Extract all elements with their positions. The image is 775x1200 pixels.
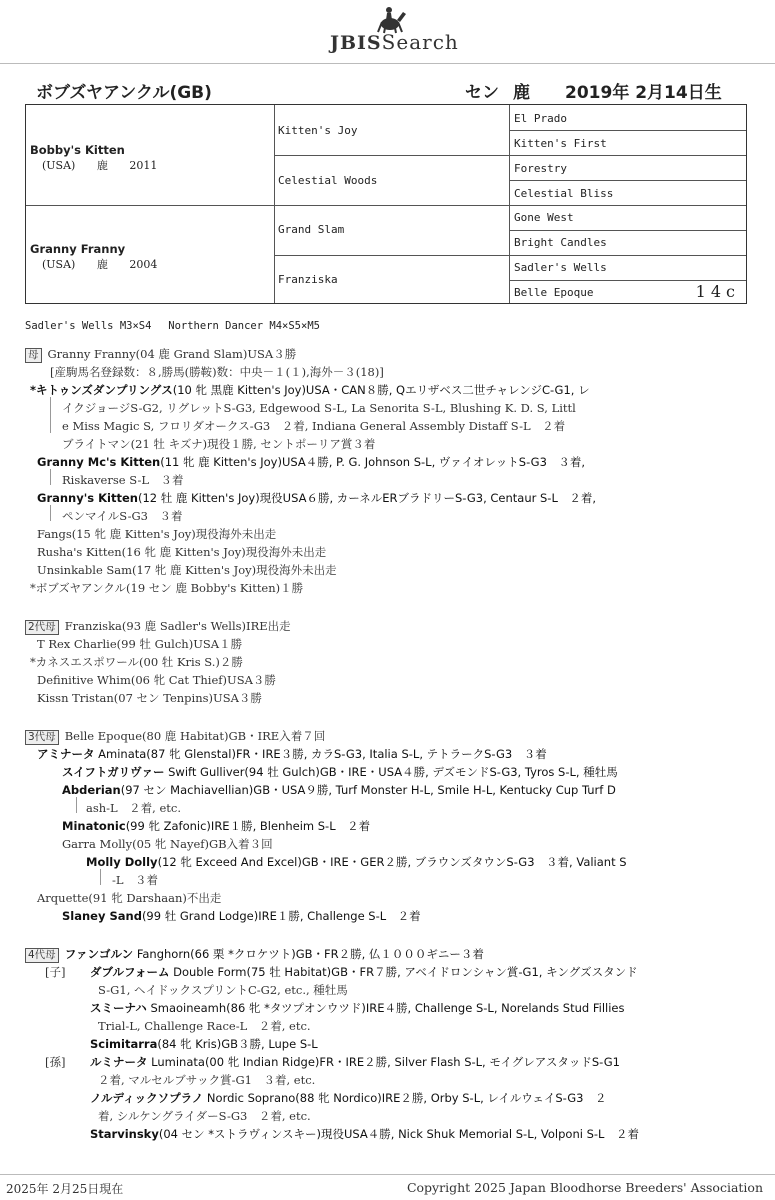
pedigree-gen2-cell[interactable]: Franziska bbox=[278, 273, 338, 286]
progeny-line-cont: e Miss Magic S, フロリダオークス-G3 ２着, Indiana General Assembly Distaff S-L ２着 bbox=[62, 419, 566, 433]
pedigree-gen2-cell[interactable]: Kitten's Joy bbox=[278, 124, 358, 137]
pedigree-row-divider bbox=[509, 230, 746, 231]
progeny-name[interactable]: ノルディックソプラノ bbox=[90, 1091, 204, 1105]
fourth-dam-tag: 4代母 bbox=[25, 948, 59, 963]
progeny-name[interactable]: Molly Dolly bbox=[86, 855, 158, 869]
horse-name: ボブズヤアンクル(GB) bbox=[36, 83, 212, 103]
pedigree-gen3-cell[interactable]: Forestry bbox=[514, 162, 567, 175]
progeny-name[interactable]: Granny Mc's Kitten bbox=[37, 455, 161, 469]
pedigree-table bbox=[25, 104, 747, 304]
logo-text: JBISSearch bbox=[330, 30, 459, 54]
progeny-line-cont: ２着, マルセルブサック賞-G1 ３着, etc. bbox=[98, 1073, 316, 1087]
progeny-line-cont: ペンマイルS-G3 ３着 bbox=[62, 509, 183, 523]
progeny-line: ダブルフォーム Double Form(75 牡 Habitat)GB・FR７勝, アベイドロンシャン賞-G1, キングズスタンド bbox=[90, 965, 638, 979]
footer-copyright: Copyright 2025 Japan Bloodhorse Breeders' Association bbox=[406, 1180, 763, 1195]
children-label: [子] bbox=[45, 965, 66, 979]
bracket bbox=[50, 397, 51, 433]
family-number: 14c bbox=[695, 282, 740, 301]
fourth-dam-name[interactable]: ファンゴルン bbox=[64, 947, 134, 961]
progeny-line-cont: S-G1, ヘイドックスプリントC-G2, etc., 種牡馬 bbox=[98, 983, 348, 997]
progeny-line: Arquette(91 牝 Darshaan)不出走 bbox=[37, 891, 222, 905]
progeny-line-cont: イクジョージS-G2, リグレットS-G3, Edgewood S-L, La Senorita S-L, Blushing K. D. S, Littl bbox=[62, 401, 576, 415]
dam-produce-stats: [産駒馬名登録数：８,勝馬(勝鞍)数：中央－１(１),海外－３(18)] bbox=[50, 365, 384, 379]
progeny-line: アミナータ Aminata(87 牝 Glenstal)FR・IRE３勝, カラS-G3, Italia S-L, テトラークS-G3 ３着 bbox=[37, 747, 547, 761]
bracket bbox=[76, 797, 77, 813]
progeny-line: *キトゥンズダンプリングス(10 牝 黒鹿 Kitten's Joy)USA・CAN８勝, Qエリザベス二世チャレンジC-G1, レ bbox=[30, 383, 590, 397]
header-divider bbox=[0, 63, 775, 64]
dam-tag: 母 bbox=[25, 348, 42, 363]
progeny-name[interactable]: ダブルフォーム bbox=[90, 965, 170, 979]
progeny-line: Fangs(15 牝 鹿 Kitten's Joy)現役海外未出走 bbox=[37, 527, 277, 541]
progeny-line: *カネスエスポワール(00 牡 Kris S.)２勝 bbox=[30, 655, 243, 669]
horse-birthdate: 2019年 2月14日生 bbox=[565, 83, 722, 103]
dam-cell[interactable] bbox=[30, 242, 157, 272]
progeny-line-cont: -L ３着 bbox=[112, 873, 159, 887]
progeny-line: Granny's Kitten(12 牡 鹿 Kitten's Joy)現役USA６勝, カーネルERブラドリーS-G3, Centaur S-L ２着, bbox=[37, 491, 597, 505]
third-dam-tag: 3代母 bbox=[25, 730, 59, 745]
horse-sex: セン bbox=[465, 83, 499, 103]
progeny-line: *ボブズヤアンクル(19 セン 鹿 Bobby's Kitten)１勝 bbox=[30, 581, 304, 595]
pedigree-gen2-cell[interactable]: Celestial Woods bbox=[278, 174, 378, 187]
jbis-search-logo[interactable] bbox=[0, 0, 775, 60]
progeny-line: Slaney Sand(99 牡 Grand Lodge)IRE１勝, Challenge S-L ２着 bbox=[62, 909, 421, 923]
progeny-name[interactable]: *キトゥンズダンプリングス bbox=[30, 383, 173, 397]
pedigree-col-divider bbox=[274, 105, 275, 303]
progeny-line: T Rex Charlie(99 牡 Gulch)USA１勝 bbox=[37, 637, 243, 651]
progeny-name[interactable]: Abderian bbox=[62, 783, 121, 797]
progeny-line-cont: 着, シルケングライダーS-G3 ２着, etc. bbox=[98, 1109, 311, 1123]
progeny-name[interactable]: スイフトガリヴァー bbox=[62, 765, 165, 779]
fourth-dam-line: 4代母 ファンゴルン Fanghorn(66 栗 *クロケツト)GB・FR２勝, 仏１０００ギニー３着 bbox=[25, 946, 484, 963]
progeny-name[interactable]: ルミナータ bbox=[90, 1055, 148, 1069]
footer-divider bbox=[0, 1174, 775, 1175]
progeny-line: スイフトガリヴァー Swift Gulliver(94 牡 Gulch)GB・IRE・USA４勝, デズモンドS-G3, Tyros S-L, 種牡馬 bbox=[62, 765, 618, 779]
progeny-name[interactable]: アミナータ bbox=[37, 747, 95, 761]
progeny-name[interactable]: Starvinsky bbox=[90, 1127, 159, 1141]
progeny-line: Granny Mc's Kitten(11 牝 鹿 Kitten's Joy)USA４勝, P. G. Johnson S-L, ヴァイオレットS-G3 ３着, bbox=[37, 455, 586, 469]
progeny-line: Definitive Whim(06 牝 Cat Thief)USA３勝 bbox=[37, 673, 276, 687]
pedigree-gen3-cell[interactable]: Kitten's First bbox=[514, 137, 607, 150]
pedigree-row-divider bbox=[26, 205, 746, 206]
pedigree-row-divider bbox=[274, 155, 746, 156]
progeny-line: Molly Dolly(12 牝 Exceed And Excel)GB・IRE・GER２勝, ブラウンズタウンS-G3 ３着, Valiant S bbox=[86, 855, 627, 869]
progeny-line: スミーナハ Smaoineamh(86 牝 *タツプオンウツド)IRE４勝, Challenge S-L, Norelands Stud Fillies bbox=[90, 1001, 625, 1015]
progeny-line: Starvinsky(04 セン *ストラヴィンスキー)現役USA４勝, Nick Shuk Memorial S-L, Volponi S-L ２着 bbox=[90, 1127, 639, 1141]
progeny-name[interactable]: スミーナハ bbox=[90, 1001, 147, 1015]
progeny-line: Kissn Tristan(07 セン Tenpins)USA３勝 bbox=[37, 691, 262, 705]
bracket bbox=[50, 505, 51, 521]
progeny-name[interactable]: Scimitarra bbox=[90, 1037, 158, 1051]
pedigree-col-divider bbox=[509, 105, 510, 303]
pedigree-gen3-cell[interactable]: Celestial Bliss bbox=[514, 187, 614, 200]
sire-details: (USA) 鹿 2011 bbox=[42, 159, 158, 172]
dam-line: 母 Granny Franny(04 鹿 Grand Slam)USA３勝 bbox=[25, 346, 296, 363]
sire-name[interactable]: Bobby's Kitten bbox=[30, 143, 125, 157]
progeny-name[interactable]: Granny's Kitten bbox=[37, 491, 138, 505]
dam-name[interactable]: Granny Franny bbox=[30, 242, 126, 256]
progeny-line: ノルディックソプラノ Nordic Soprano(88 牝 Nordico)IRE２勝, Orby S-L, レイルウェイS-G3 ２ bbox=[90, 1091, 607, 1105]
grandprogeny-line: ブライトマン(21 牡 キズナ)現役１勝, セントポーリア賞３着 bbox=[62, 437, 376, 451]
pedigree-gen3-cell[interactable]: Bright Candles bbox=[514, 236, 607, 249]
second-dam-line: 2代母 Franziska(93 鹿 Sadler's Wells)IRE出走 bbox=[25, 618, 291, 635]
pedigree-gen3-cell[interactable]: Sadler's Wells bbox=[514, 261, 607, 274]
progeny-name[interactable]: Slaney Sand bbox=[62, 909, 142, 923]
bracket bbox=[50, 469, 51, 485]
dam-details: (USA) 鹿 2004 bbox=[42, 258, 158, 271]
progeny-line: Garra Molly(05 牝 Nayef)GB入着３回 bbox=[62, 837, 273, 851]
pedigree-row-divider bbox=[274, 255, 746, 256]
footer-date: 2025年 2月25日現在 bbox=[6, 1182, 124, 1196]
pedigree-row-divider bbox=[509, 180, 746, 181]
third-dam-line: 3代母 Belle Epoque(80 鹿 Habitat)GB・IRE入着７回 bbox=[25, 728, 325, 745]
pedigree-row-divider bbox=[509, 130, 746, 131]
horse-color: 鹿 bbox=[513, 83, 530, 103]
progeny-line: Unsinkable Sam(17 牝 鹿 Kitten's Joy)現役海外未出走 bbox=[37, 563, 337, 577]
progeny-line: Scimitarra(84 牝 Kris)GB３勝, Lupe S-L bbox=[90, 1037, 318, 1051]
progeny-line: Minatonic(99 牝 Zafonic)IRE１勝, Blenheim S-L ２着 bbox=[62, 819, 371, 833]
pedigree-gen3-cell[interactable]: Belle Epoque bbox=[514, 286, 594, 299]
pedigree-gen2-cell[interactable]: Grand Slam bbox=[278, 223, 345, 236]
inbreeding-line: Sadler's Wells M3×S4 Northern Dancer M4×S5×M5 bbox=[25, 320, 320, 332]
progeny-name[interactable]: Minatonic bbox=[62, 819, 126, 833]
progeny-line-cont: ash-L ２着, etc. bbox=[86, 801, 182, 815]
second-dam-tag: 2代母 bbox=[25, 620, 59, 635]
pedigree-gen3-cell[interactable]: El Prado bbox=[514, 112, 567, 125]
progeny-line: Abderian(97 セン Machiavellian)GB・USA９勝, Turf Monster H-L, Smile H-L, Kentucky Cup Turf D bbox=[62, 783, 616, 797]
sire-cell[interactable] bbox=[30, 143, 157, 173]
pedigree-row-divider bbox=[509, 280, 746, 281]
grandchildren-label: [孫] bbox=[45, 1055, 66, 1069]
pedigree-gen3-cell[interactable]: Gone West bbox=[514, 211, 574, 224]
progeny-line-cont: Riskaverse S-L ３着 bbox=[62, 473, 184, 487]
progeny-line: Rusha's Kitten(16 牝 鹿 Kitten's Joy)現役海外未出走 bbox=[37, 545, 327, 559]
bracket bbox=[100, 869, 101, 885]
progeny-line-cont: Trial-L, Challenge Race-L ２着, etc. bbox=[98, 1019, 311, 1033]
progeny-line: ルミナータ Luminata(00 牝 Indian Ridge)FR・IRE２勝, Silver Flash S-L, モイグレアスタッドS-G1 bbox=[90, 1055, 620, 1069]
